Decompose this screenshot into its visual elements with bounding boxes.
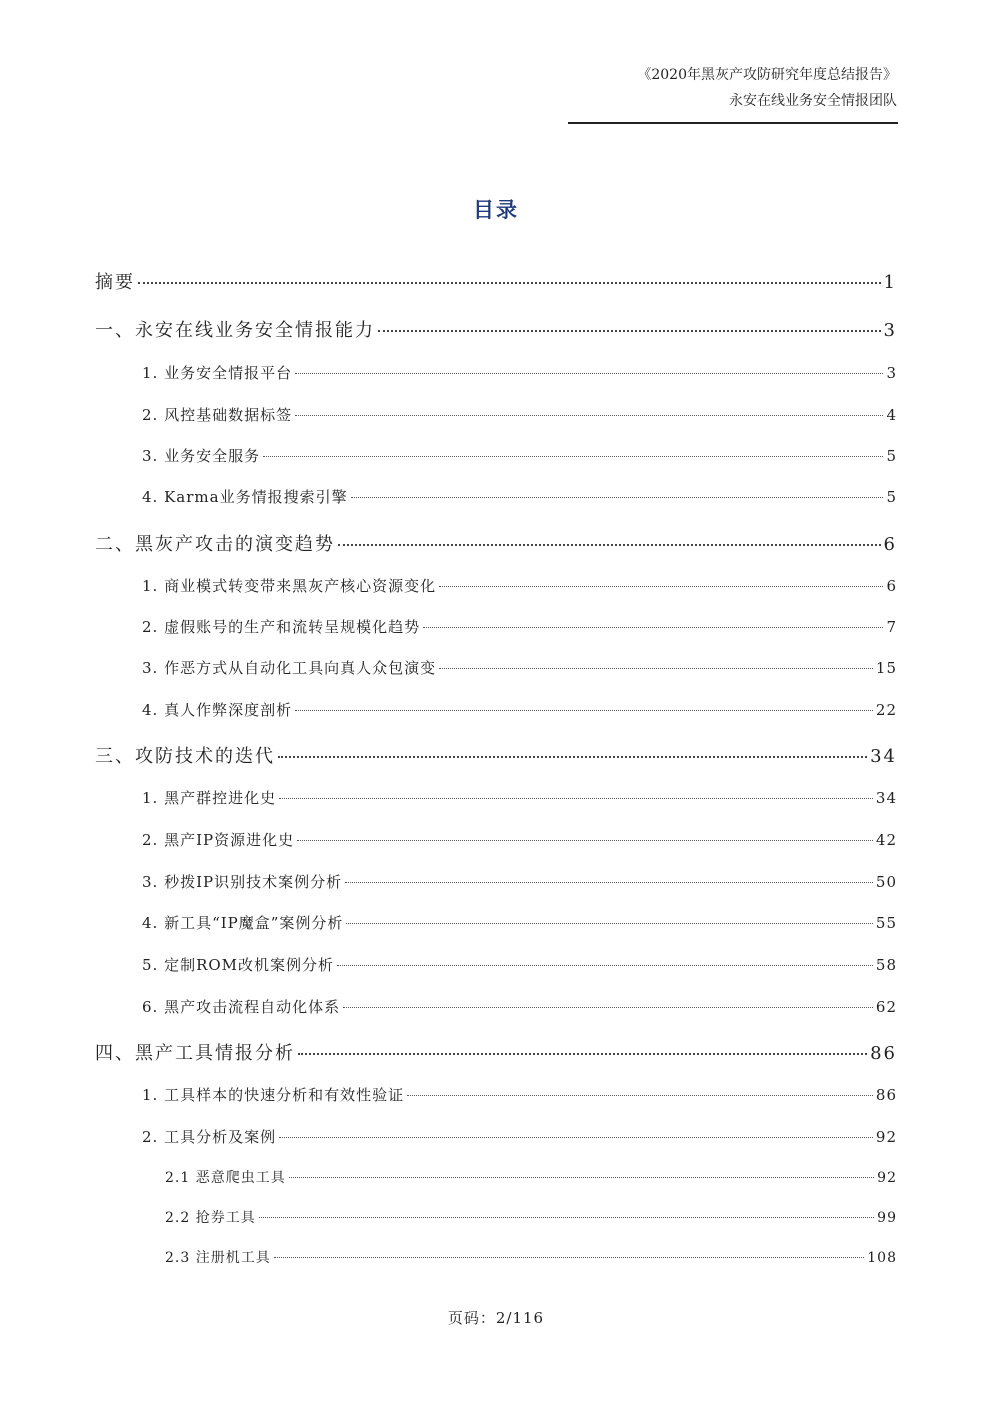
toc-entry[interactable] bbox=[165, 1207, 897, 1227]
toc-entry-label: 2.1 恶意爬虫工具 bbox=[165, 1170, 286, 1186]
toc-entry-label: 2. 黑产IP资源进化史 bbox=[142, 831, 295, 849]
toc-entry-label: 3. 作恶方式从自动化工具向真人众包演变 bbox=[142, 659, 437, 677]
dot-leader bbox=[439, 586, 883, 587]
toc-entry-label: 三、攻防技术的迭代 bbox=[95, 746, 275, 767]
toc-entry-page: 62 bbox=[875, 998, 897, 1016]
dot-leader bbox=[295, 373, 883, 374]
toc-entry[interactable] bbox=[142, 787, 897, 808]
dot-leader bbox=[338, 544, 881, 546]
toc-entry-page: 7 bbox=[886, 618, 897, 636]
toc-entry-page: 34 bbox=[870, 746, 897, 767]
toc-entry-label: 四、黑产工具情报分析 bbox=[95, 1043, 295, 1064]
toc-entry[interactable] bbox=[142, 486, 897, 507]
toc-entry-label: 1. 黑产群控进化史 bbox=[142, 789, 277, 807]
dot-leader bbox=[346, 923, 872, 924]
page-header bbox=[637, 62, 897, 114]
toc-entry[interactable] bbox=[142, 829, 897, 850]
toc-entry[interactable] bbox=[142, 1084, 897, 1105]
dot-leader bbox=[297, 840, 873, 841]
toc-entry-label: 2. 虚假账号的生产和流转呈规模化趋势 bbox=[142, 618, 421, 636]
dot-leader bbox=[295, 415, 883, 416]
toc-entry-page: 6 bbox=[883, 534, 897, 555]
toc-entry-label: 1. 工具样本的快速分析和有效性验证 bbox=[142, 1086, 405, 1104]
dot-leader bbox=[345, 882, 873, 883]
toc-entry-page: 86 bbox=[875, 1086, 897, 1104]
dot-leader bbox=[278, 756, 867, 758]
toc-entry[interactable] bbox=[165, 1247, 897, 1267]
toc-entry-label: 2.3 注册机工具 bbox=[165, 1250, 271, 1266]
dot-leader bbox=[378, 330, 881, 332]
dot-leader bbox=[343, 1007, 873, 1008]
toc-entry[interactable] bbox=[142, 362, 897, 383]
toc-entry[interactable] bbox=[142, 657, 897, 678]
toc-entry-page: 108 bbox=[867, 1250, 897, 1266]
toc-entry[interactable] bbox=[165, 1167, 897, 1187]
toc-entry[interactable] bbox=[142, 445, 897, 466]
toc-entry-page: 5 bbox=[886, 447, 897, 465]
dot-leader bbox=[259, 1217, 874, 1218]
toc-entry[interactable] bbox=[95, 742, 897, 768]
toc-entry-label: 3. 业务安全服务 bbox=[142, 447, 261, 465]
toc-entry-label: 2. 工具分析及案例 bbox=[142, 1128, 277, 1146]
toc-entry-page: 1 bbox=[883, 272, 897, 293]
dot-leader bbox=[274, 1257, 865, 1258]
toc-entry[interactable] bbox=[142, 996, 897, 1017]
toc-entry-page: 99 bbox=[877, 1210, 897, 1226]
dot-leader bbox=[289, 1177, 874, 1178]
toc-entry-page: 4 bbox=[886, 406, 897, 424]
dot-leader bbox=[407, 1095, 873, 1096]
toc-entry[interactable] bbox=[142, 912, 897, 933]
header-divider bbox=[568, 122, 898, 124]
toc-entry-page: 22 bbox=[875, 701, 897, 719]
toc-entry-page: 86 bbox=[870, 1043, 897, 1064]
toc-entry-label: 2. 风控基础数据标签 bbox=[142, 406, 293, 424]
dot-leader bbox=[298, 1053, 867, 1055]
toc-entry-page: 34 bbox=[875, 789, 897, 807]
toc-entry-page: 92 bbox=[875, 1128, 897, 1146]
toc-entry[interactable] bbox=[142, 1126, 897, 1147]
dot-leader bbox=[439, 668, 873, 669]
dot-leader bbox=[279, 1137, 873, 1138]
toc-entry-label: 4. 真人作弊深度剖析 bbox=[142, 701, 293, 719]
toc-entry-page: 3 bbox=[886, 364, 897, 382]
toc-entry-label: 1. 业务安全情报平台 bbox=[142, 364, 293, 382]
toc-entry[interactable] bbox=[142, 871, 897, 892]
toc-entry[interactable] bbox=[142, 954, 897, 975]
dot-leader bbox=[138, 282, 881, 284]
toc-title: 目录 bbox=[473, 197, 519, 222]
toc-entry[interactable] bbox=[142, 616, 897, 637]
toc-entry-label: 4. Karma业务情报搜索引擎 bbox=[142, 488, 348, 506]
dot-leader bbox=[295, 710, 873, 711]
dot-leader bbox=[351, 497, 884, 498]
toc-entry-label: 1. 商业模式转变带来黑灰产核心资源变化 bbox=[142, 577, 437, 595]
toc-entry[interactable] bbox=[95, 1039, 897, 1065]
dot-leader bbox=[337, 965, 873, 966]
toc-entry-label: 摘要 bbox=[95, 272, 135, 293]
toc-entry-page: 5 bbox=[886, 488, 897, 506]
toc-entry-page: 58 bbox=[875, 956, 897, 974]
toc-entry-label: 5. 定制ROM改机案例分析 bbox=[142, 956, 335, 974]
toc-entry-page: 92 bbox=[877, 1170, 897, 1186]
toc-entry-page: 6 bbox=[886, 577, 897, 595]
toc-entry[interactable] bbox=[142, 699, 897, 720]
toc-entry-label: 3. 秒拨IP识别技术案例分析 bbox=[142, 873, 343, 891]
toc-entry-page: 3 bbox=[883, 320, 897, 341]
dot-leader bbox=[263, 456, 883, 457]
page-number-footer: 页码：2/116 bbox=[447, 1309, 545, 1327]
toc-entry[interactable] bbox=[142, 575, 897, 596]
toc-entry[interactable] bbox=[95, 316, 897, 342]
toc-entry-label: 2.2 抢券工具 bbox=[165, 1210, 256, 1226]
toc-entry-page: 55 bbox=[875, 914, 897, 932]
report-title: 《2020年黑灰产攻防研究年度总结报告》 bbox=[637, 67, 897, 83]
dot-leader bbox=[279, 798, 873, 799]
toc-entry-page: 50 bbox=[875, 873, 897, 891]
toc-entry-page: 15 bbox=[875, 659, 897, 677]
toc-entry[interactable] bbox=[95, 268, 897, 294]
toc-entry-label: 二、黑灰产攻击的演变趋势 bbox=[95, 534, 335, 555]
toc-entry-page: 42 bbox=[875, 831, 897, 849]
toc-entry-label: 6. 黑产攻击流程自动化体系 bbox=[142, 998, 341, 1016]
toc-entry[interactable] bbox=[142, 404, 897, 425]
toc-entry-label: 一、永安在线业务安全情报能力 bbox=[95, 320, 375, 341]
team-name: 永安在线业务安全情报团队 bbox=[729, 93, 897, 109]
toc-entry[interactable] bbox=[95, 530, 897, 556]
toc-entry-label: 4. 新工具“IP魔盒”案例分析 bbox=[142, 914, 344, 932]
dot-leader bbox=[423, 627, 883, 628]
